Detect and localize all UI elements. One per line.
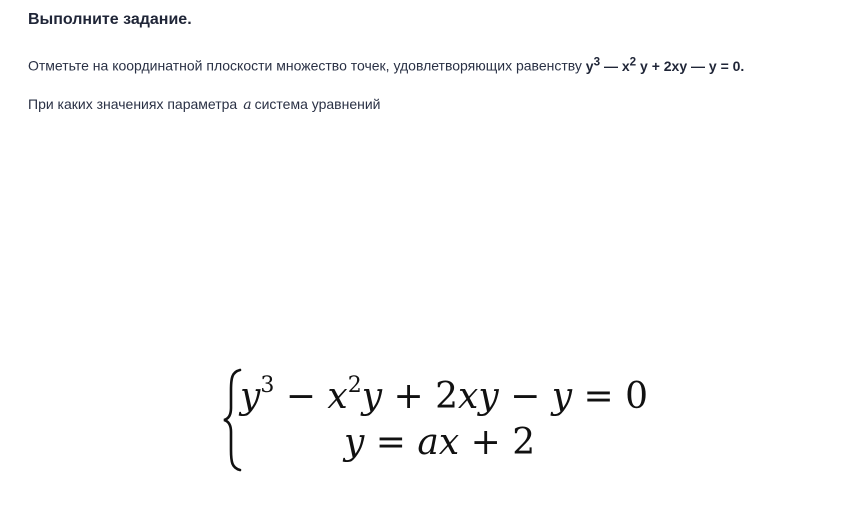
eq1-xy: xy [458,376,499,417]
eq1-minus-2: − [498,376,552,417]
equation-system [222,368,649,478]
eq-inline-power-2: 2 [629,55,637,68]
eq2-plus: + [459,422,513,463]
task-statement-1-text: Отметьте на координатной плоскости множество точек, удовлетворяющих равенству [28,57,582,74]
eq2-y: y [344,422,365,463]
task-statement-2-before: При каких значениях параметра [28,96,238,112]
eq1-plus: + [382,376,436,417]
eq1-zero: 0 [625,376,649,417]
eq1-y2: y [361,376,383,417]
eq1-equals: = [572,376,626,417]
eq1-y: y [240,376,261,417]
eq1-two: 2 [435,376,459,417]
eq2-two: 2 [512,422,536,463]
eq1-minus-1: − [274,376,328,417]
task-statement-2-after: система уравнений [254,96,381,112]
eq2-ax: ax [417,422,460,463]
system-equation-1 [240,373,649,417]
task-equation-inline [585,55,745,74]
task-statement-1 [28,55,744,74]
task-heading: Выполните задание. [28,11,192,28]
system-equation-2 [344,422,535,463]
eq2-equals: = [364,422,418,463]
eq1-y3: y [551,376,573,417]
eq-inline-mid: — x [600,57,630,74]
eq1-power-3: 3 [260,373,275,398]
task-statement-2 [28,96,380,113]
eq-inline-y: y [585,57,594,74]
eq-inline-power-3: 3 [593,55,601,68]
eq1-power-2: 2 [347,373,362,398]
eq1-x: x [327,376,348,417]
parameter-a: a [243,97,252,113]
eq-inline-rest: y + 2xy — y = 0. [636,57,745,74]
